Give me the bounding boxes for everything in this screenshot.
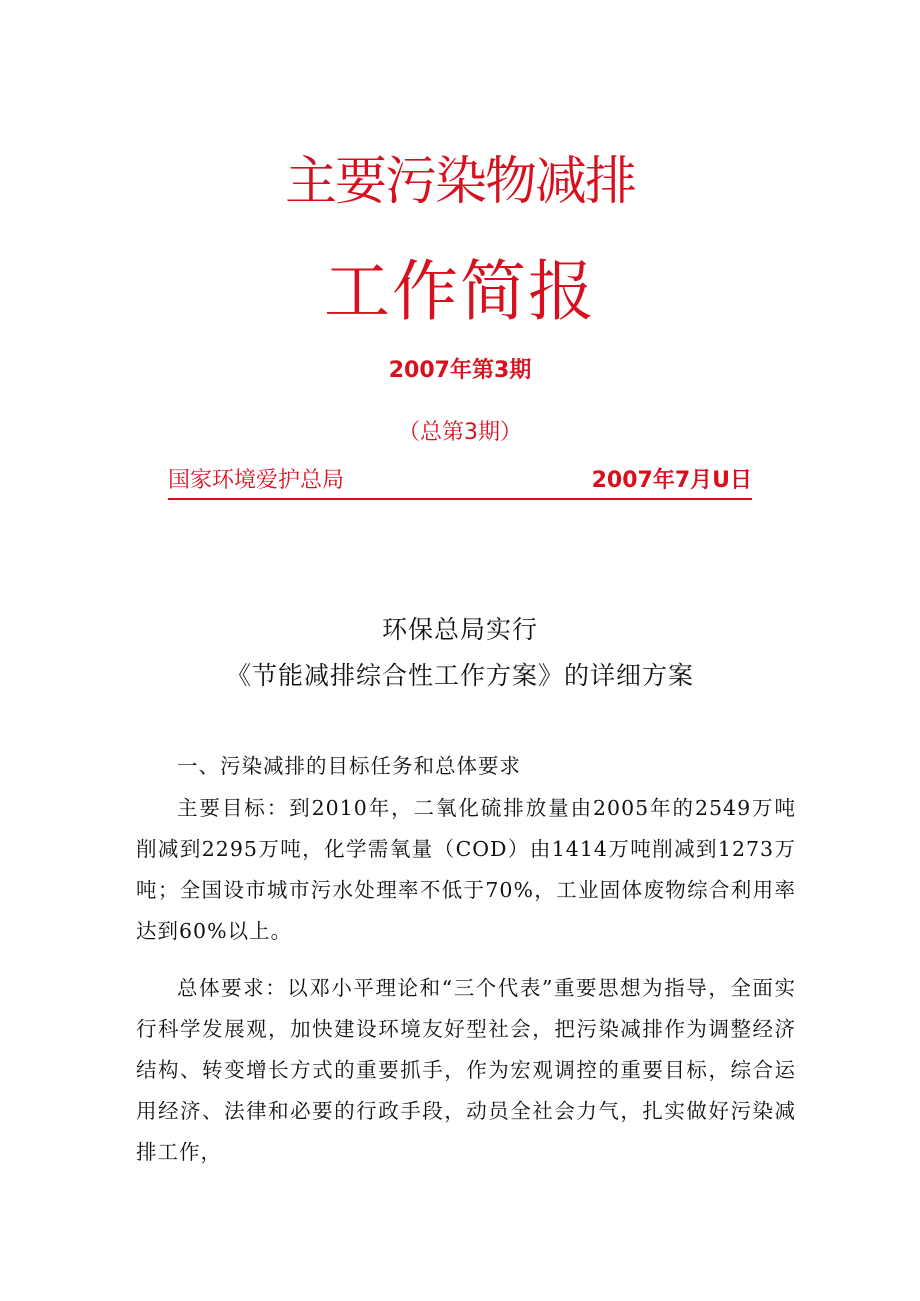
bulletin-title-line2: 工作简报 xyxy=(324,253,596,330)
paragraph-text: 主要目标：到2010年，二氧化硫排放量由2005年的2549万吨削减到2295万吨，化学需氧量（COD）由1414万吨削减到1273万吨；全国设市城市污水处理率不低于70%，工业固体废物综合利用率达到60%以上。 xyxy=(136,796,796,943)
bulletin-title-line1: 主要污染物减排 xyxy=(284,152,635,212)
article-title-line2: 《节能减排综合性工作方案》的详细方案 xyxy=(225,661,694,690)
paragraph-main-targets xyxy=(136,788,796,952)
issuer-line xyxy=(168,466,752,500)
article-title-line1: 环保总局实行 xyxy=(381,615,538,644)
issue-number: 2007年第3期 xyxy=(388,358,532,383)
paragraph-text: 总体要求：以邓小平理论和“三个代表”重要思想为指导，全面实行科学发展观，加快建设环境友好型社会，把污染减排作为调整经济结构、转变增长方式的重要抓手，作为宏观调控的重要目标，综合运用经济、法律和必要的行政手段，动员全社会力气，扎实做好污染减排工作， xyxy=(136,976,796,1164)
section-heading-text: 一、污染减排的目标任务和总体要求 xyxy=(177,754,521,778)
issuing-organization: 国家环境爱护总局 xyxy=(168,468,345,493)
total-issue-number: （总第3期） xyxy=(398,420,522,445)
section-heading xyxy=(136,746,796,787)
issue-date: 2007年7月U日 xyxy=(591,468,752,493)
paragraph-overall-requirements xyxy=(136,968,796,1173)
